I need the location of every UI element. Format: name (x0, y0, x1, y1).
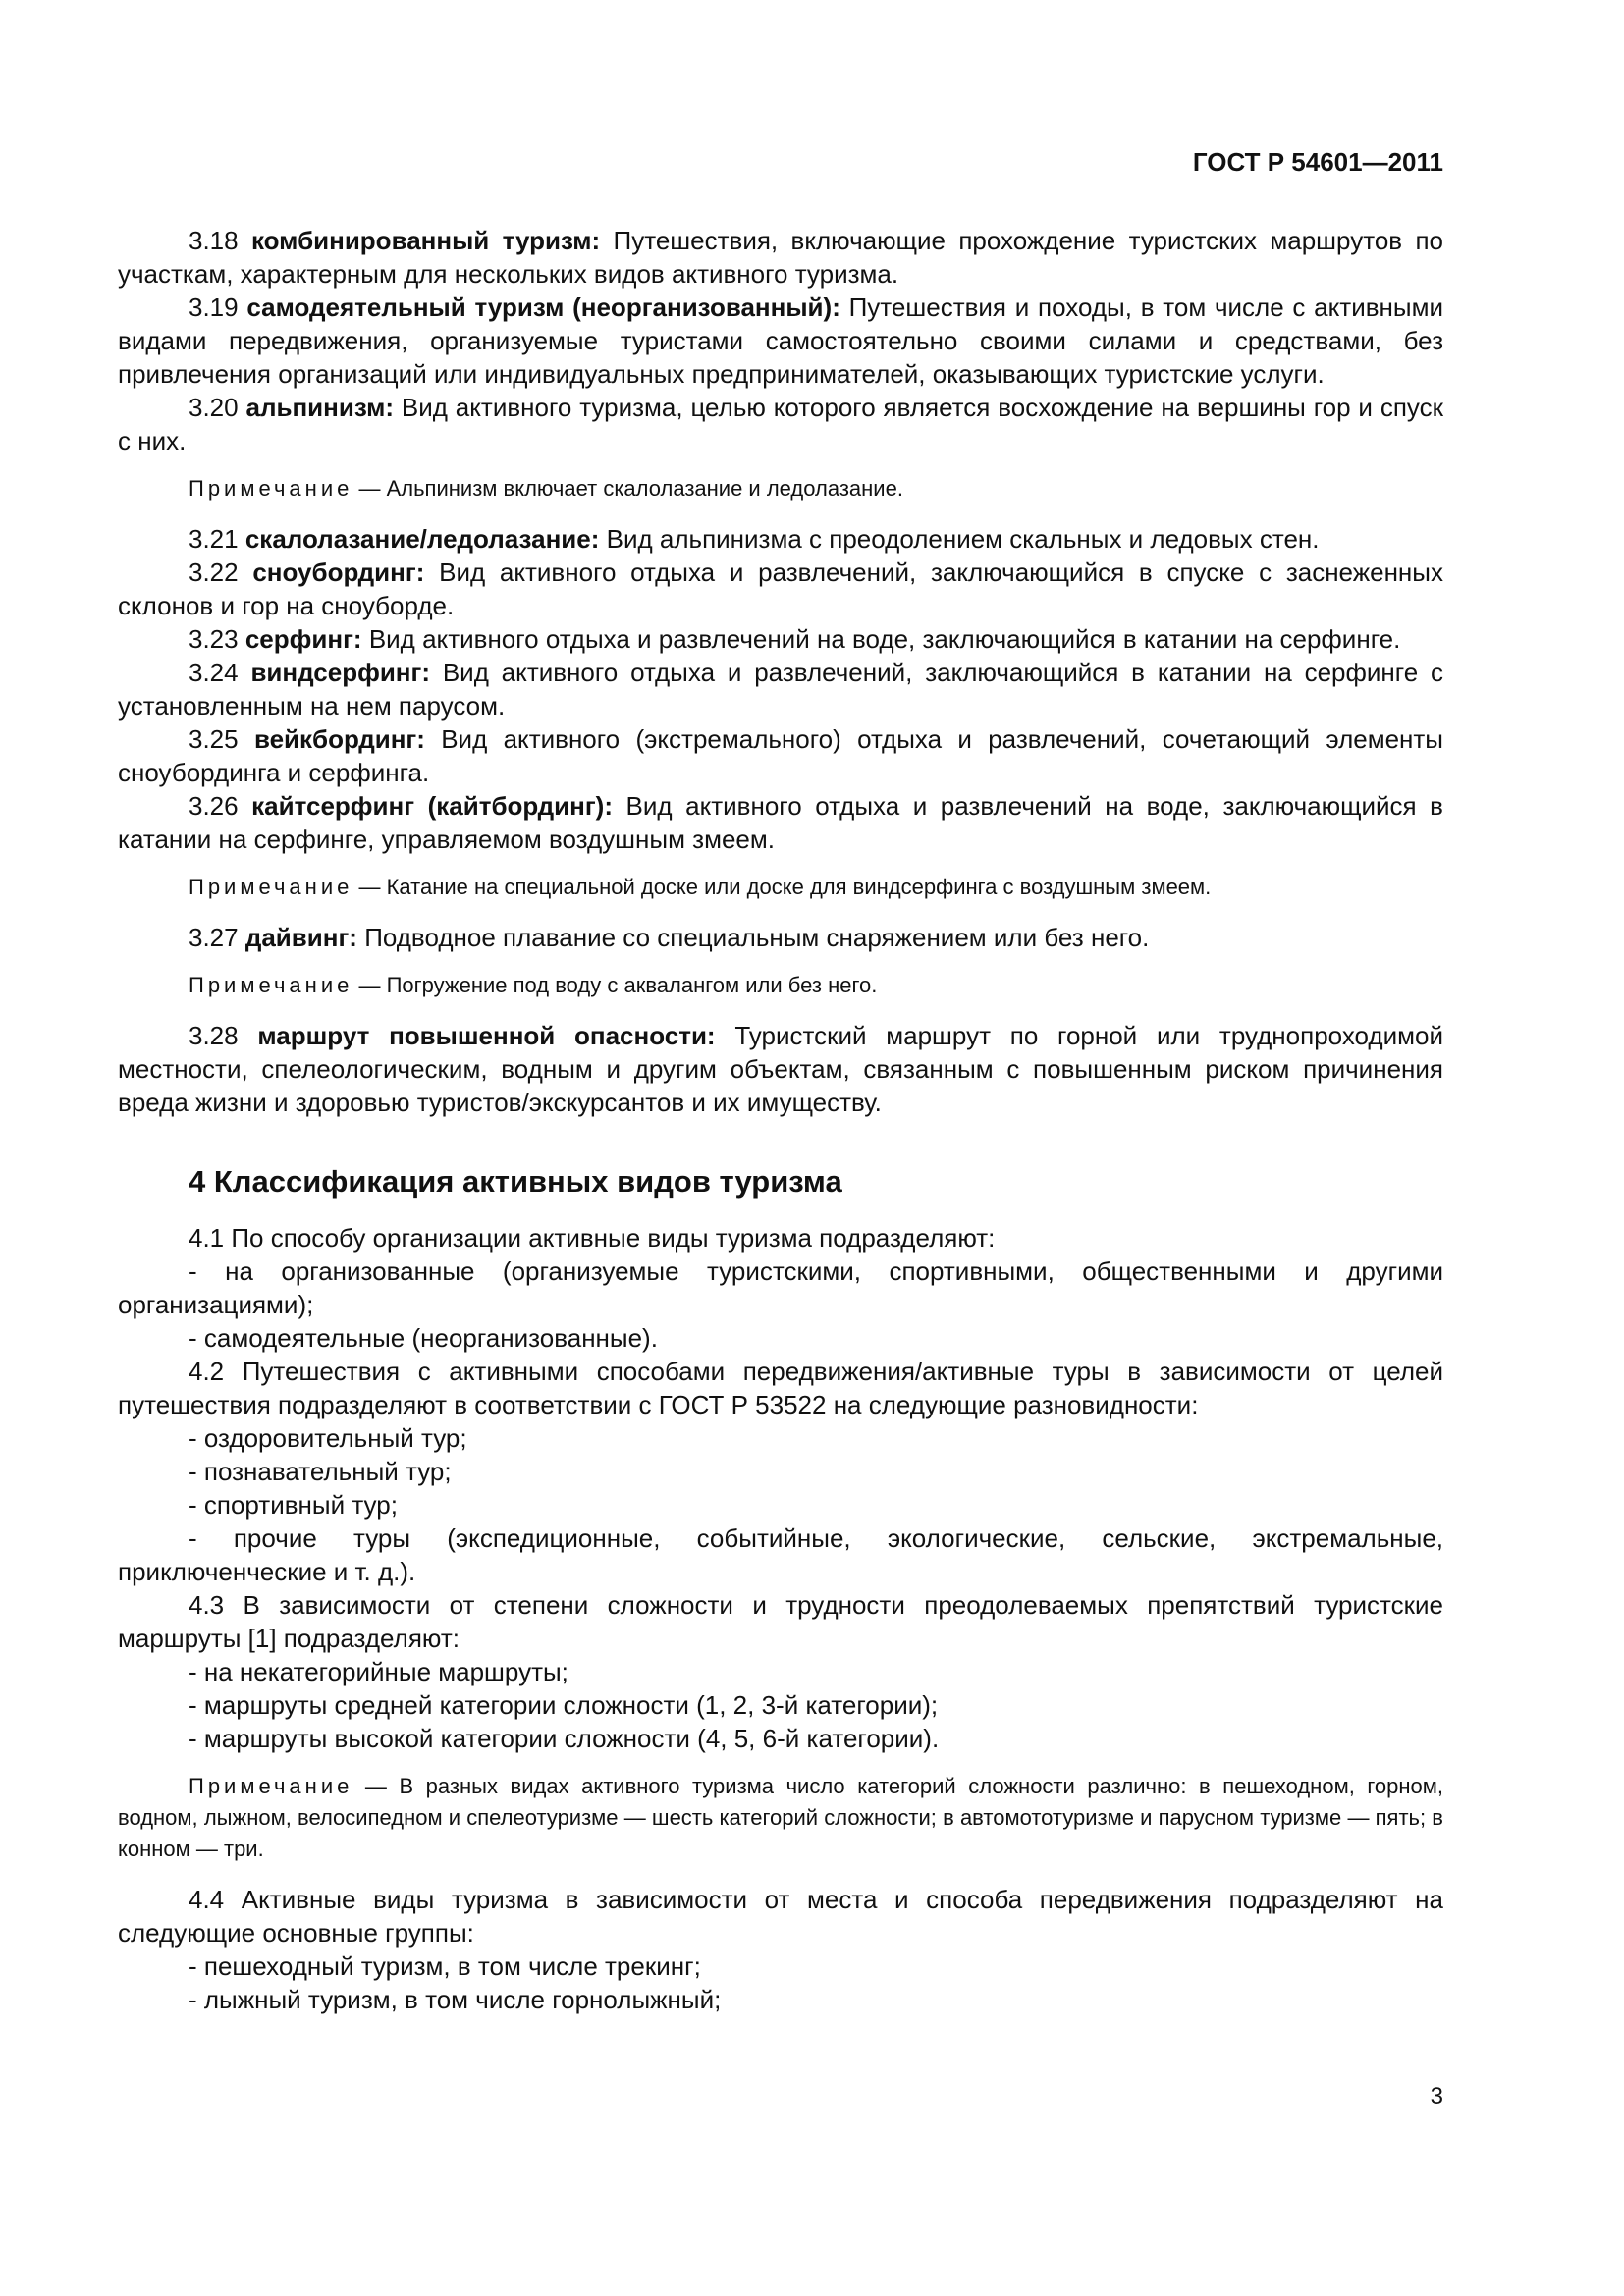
definition-3-19 (118, 291, 1443, 391)
note-text: — Погружение под воду с аквалангом или без него. (358, 973, 878, 997)
def-term: виндсерфинг: (250, 658, 430, 687)
list-item: - пешеходный туризм, в том числе трекинг; (189, 1951, 701, 1981)
def-term: скалолазание/ледолазание: (244, 524, 600, 554)
def-text: Вид активного отдыха и развлечений, заключающийся в катании на серфинге с установленным на нем парусом. (118, 658, 1443, 721)
list-item: - на организованные (организуемые туристскими, спортивными, общественными и другими организациями); (118, 1256, 1443, 1319)
definition-3-24 (118, 656, 1443, 722)
note-kitesurfing (118, 872, 1443, 903)
def-number: 3.26 (189, 791, 239, 821)
clause-4-1: 4.1 По способу организации активные виды туризма подразделяют: (189, 1223, 996, 1253)
def-term: кайтсерфинг (кайтбординг): (251, 791, 613, 821)
document-header: ГОСТ Р 54601—2011 (1192, 147, 1443, 177)
definition-3-21 (118, 522, 1443, 556)
def-text: Вид активного туризма, целью которого является восхождение на вершины гор и спуск с них. (118, 393, 1443, 455)
definition-3-26 (118, 789, 1443, 856)
def-number: 3.18 (189, 226, 239, 255)
note-label: Примечание (189, 875, 353, 899)
definition-3-27 (118, 921, 1443, 954)
definition-3-28 (118, 1019, 1443, 1119)
def-text: Туристский маршрут по горной или труднопроходимой местности, спелеологическим, водным и другим объектам, связанным с повышенным риском причинения вреда жизни и здоровью туристов/экскурсантов и их имуществу. (118, 1021, 1443, 1117)
def-number: 3.23 (189, 624, 239, 654)
def-term: альпинизм: (245, 393, 394, 422)
def-term: сноубординг: (252, 558, 425, 587)
def-term: дайвинг: (244, 923, 357, 952)
definition-3-25 (118, 722, 1443, 789)
def-term: серфинг: (244, 624, 362, 654)
definition-3-22 (118, 556, 1443, 622)
def-number: 3.25 (189, 724, 239, 754)
clause-4-4: 4.4 Активные виды туризма в зависимости от места и способа передвижения подразделяют на следующие основные группы: (118, 1885, 1443, 1948)
def-term: самодеятельный туризм (неорганизованный): (246, 293, 840, 322)
note-diving (118, 970, 1443, 1001)
clause-4-2: 4.2 Путешествия с активными способами передвижения/активные туры в зависимости от целей путешествия подразделяют в соответствии с ГОСТ Р 53522 на следующие разновидности: (118, 1357, 1443, 1419)
list-item: - прочие туры (экспедиционные, событийные, экологические, сельские, экстремальные, приключенческие и т. д.). (118, 1523, 1443, 1586)
def-text: Вид активного (экстремального) отдыха и развлечений, сочетающий элементы сноубординга и серфинга. (118, 724, 1443, 787)
def-text: Путешествия и походы, в том числе с активными видами передвижения, организуемые туристами самостоятельно своими силами и средствами, без привлечения организаций или индивидуальных предпринимателей, оказывающих туристские услуги. (118, 293, 1443, 389)
note-text: — Катание на специальной доске или доске для виндсерфинга с воздушным змеем. (358, 875, 1212, 899)
list-item: - спортивный тур; (189, 1490, 398, 1520)
note-text: — Альпинизм включает скалолазание и ледолазание. (358, 476, 903, 501)
note-label: Примечание (189, 476, 353, 501)
note-categories (118, 1771, 1443, 1865)
note-label: Примечание (189, 973, 353, 997)
def-term: маршрут повышенной опасности: (257, 1021, 716, 1050)
definition-3-20 (118, 391, 1443, 457)
def-number: 3.24 (189, 658, 239, 687)
def-term: комбинированный туризм: (250, 226, 601, 255)
def-text: Вид активного отдыха и развлечений, заключающийся в спуске с заснеженных склонов и гор на сноуборде. (118, 558, 1443, 620)
note-label: Примечание (189, 1774, 353, 1798)
list-item: - маршруты средней категории сложности (1, 2, 3-й категории); (189, 1690, 939, 1720)
def-term: вейкбординг: (253, 724, 425, 754)
def-text: Вид активного отдыха и развлечений на воде, заключающийся в катании на серфинге, управляемом воздушным змеем. (118, 791, 1443, 854)
clause-4-3: 4.3 В зависимости от степени сложности и трудности преодолеваемых препятствий туристские маршруты [1] подразделяют: (118, 1590, 1443, 1653)
list-item: - маршруты высокой категории сложности (4, 5, 6-й категории). (189, 1724, 940, 1753)
def-text: Вид альпинизма с преодолением скальных и ледовых стен. (606, 524, 1320, 554)
list-item: - на некатегорийные маршруты; (189, 1657, 568, 1686)
def-number: 3.28 (189, 1021, 239, 1050)
def-text: Подводное плавание со специальным снаряжением или без него. (364, 923, 1150, 952)
note-text: — В разных видах активного туризма число категорий сложности различно: в пешеходном, горном, водном, лыжном, велосипедном и спелеотуризме — шесть категорий сложности; в автомототуризме и парусном туризме — пять; в конном — три. (118, 1774, 1443, 1861)
list-item: - познавательный тур; (189, 1457, 452, 1486)
def-number: 3.20 (189, 393, 239, 422)
def-number: 3.21 (189, 524, 239, 554)
definition-3-23 (118, 622, 1443, 656)
def-number: 3.19 (189, 293, 239, 322)
def-number: 3.27 (189, 923, 239, 952)
def-number: 3.22 (189, 558, 239, 587)
def-text: Вид активного отдыха и развлечений на воде, заключающийся в катании на серфинге. (368, 624, 1401, 654)
section-4-title: 4 Классификация активных видов туризма (189, 1164, 842, 1199)
list-item: - оздоровительный тур; (189, 1423, 467, 1453)
definition-3-18 (118, 224, 1443, 291)
list-item: - самодеятельные (неорганизованные). (189, 1323, 658, 1353)
document-body (118, 224, 1443, 2016)
def-text: Путешествия, включающие прохождение туристских маршрутов по участкам, характерным для нескольких видов активного туризма. (118, 226, 1443, 289)
note-alpinism (118, 473, 1443, 505)
list-item: - лыжный туризм, в том числе горнолыжный; (189, 1985, 722, 2014)
page-number: 3 (1430, 2083, 1443, 2109)
